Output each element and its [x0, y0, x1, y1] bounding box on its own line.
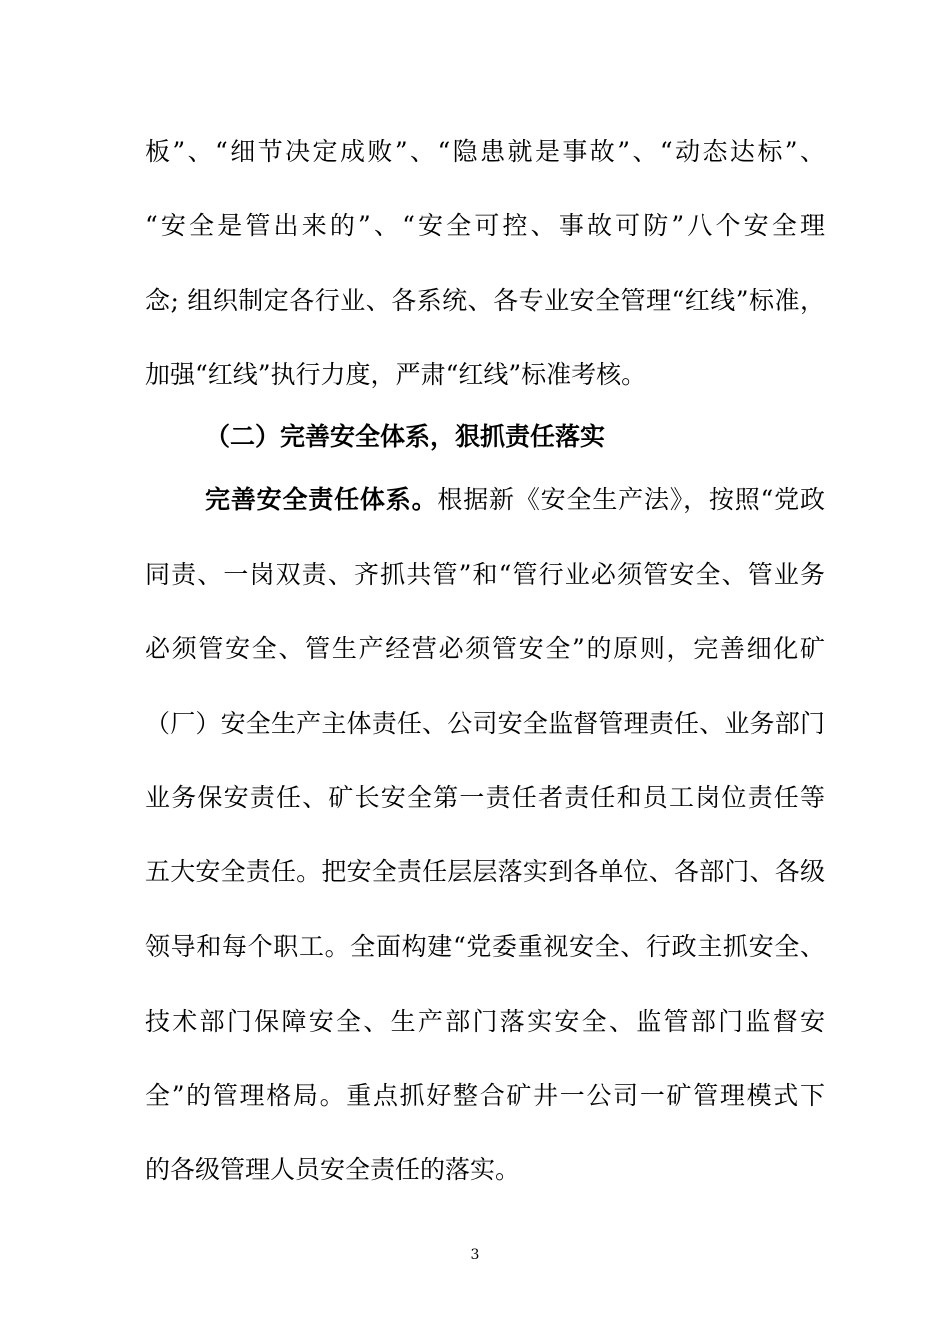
- paragraph-line: 领导和每个职工。全面构建“党委重视安全、行政主抓安全、: [145, 932, 825, 961]
- paragraph-line: “安全是管出来的”、“安全可控、事故可防”八个安全理: [145, 211, 825, 240]
- paragraph-line: 板”、“细节决定成败”、“隐患就是事故”、“动态达标”、: [145, 137, 825, 166]
- paragraph-line: 业务保安责任、矿长安全第一责任者责任和员工岗位责任等: [145, 783, 825, 812]
- page-number: 3: [470, 1247, 480, 1263]
- paragraph-line: 同责、一岗双责、齐抓共管”和“管行业必须管安全、管业务: [145, 560, 825, 589]
- paragraph-lead-text: 根据新《安全生产法》，按照“党政: [437, 485, 825, 514]
- paragraph-line: 加强“红线”执行力度，严肃“红线”标准考核。: [145, 360, 647, 389]
- section-heading: （二）完善安全体系，狠抓责任落实: [205, 422, 606, 451]
- paragraph-line: 的各级管理人员安全责任的落实。: [145, 1155, 521, 1184]
- paragraph-line: 技术部门保障安全、生产部门落实安全、监管部门监督安: [145, 1007, 825, 1036]
- paragraph-line: 全”的管理格局。重点抓好整合矿井一公司一矿管理模式下: [145, 1081, 825, 1110]
- paragraph-line: 念; 组织制定各行业、各系统、各专业安全管理“红线”标准，: [145, 286, 825, 315]
- paragraph-lead-bold: 完善安全责任体系。: [205, 485, 438, 514]
- paragraph-line: 必须管安全、管生产经营必须管安全”的原则，完善细化矿: [145, 634, 825, 663]
- paragraph-line: （厂）安全生产主体责任、公司安全监督管理责任、业务部门: [145, 709, 825, 738]
- paragraph-line: 五大安全责任。把安全责任层层落实到各单位、各部门、各级: [145, 857, 825, 886]
- paragraph-lead-line: [205, 483, 825, 517]
